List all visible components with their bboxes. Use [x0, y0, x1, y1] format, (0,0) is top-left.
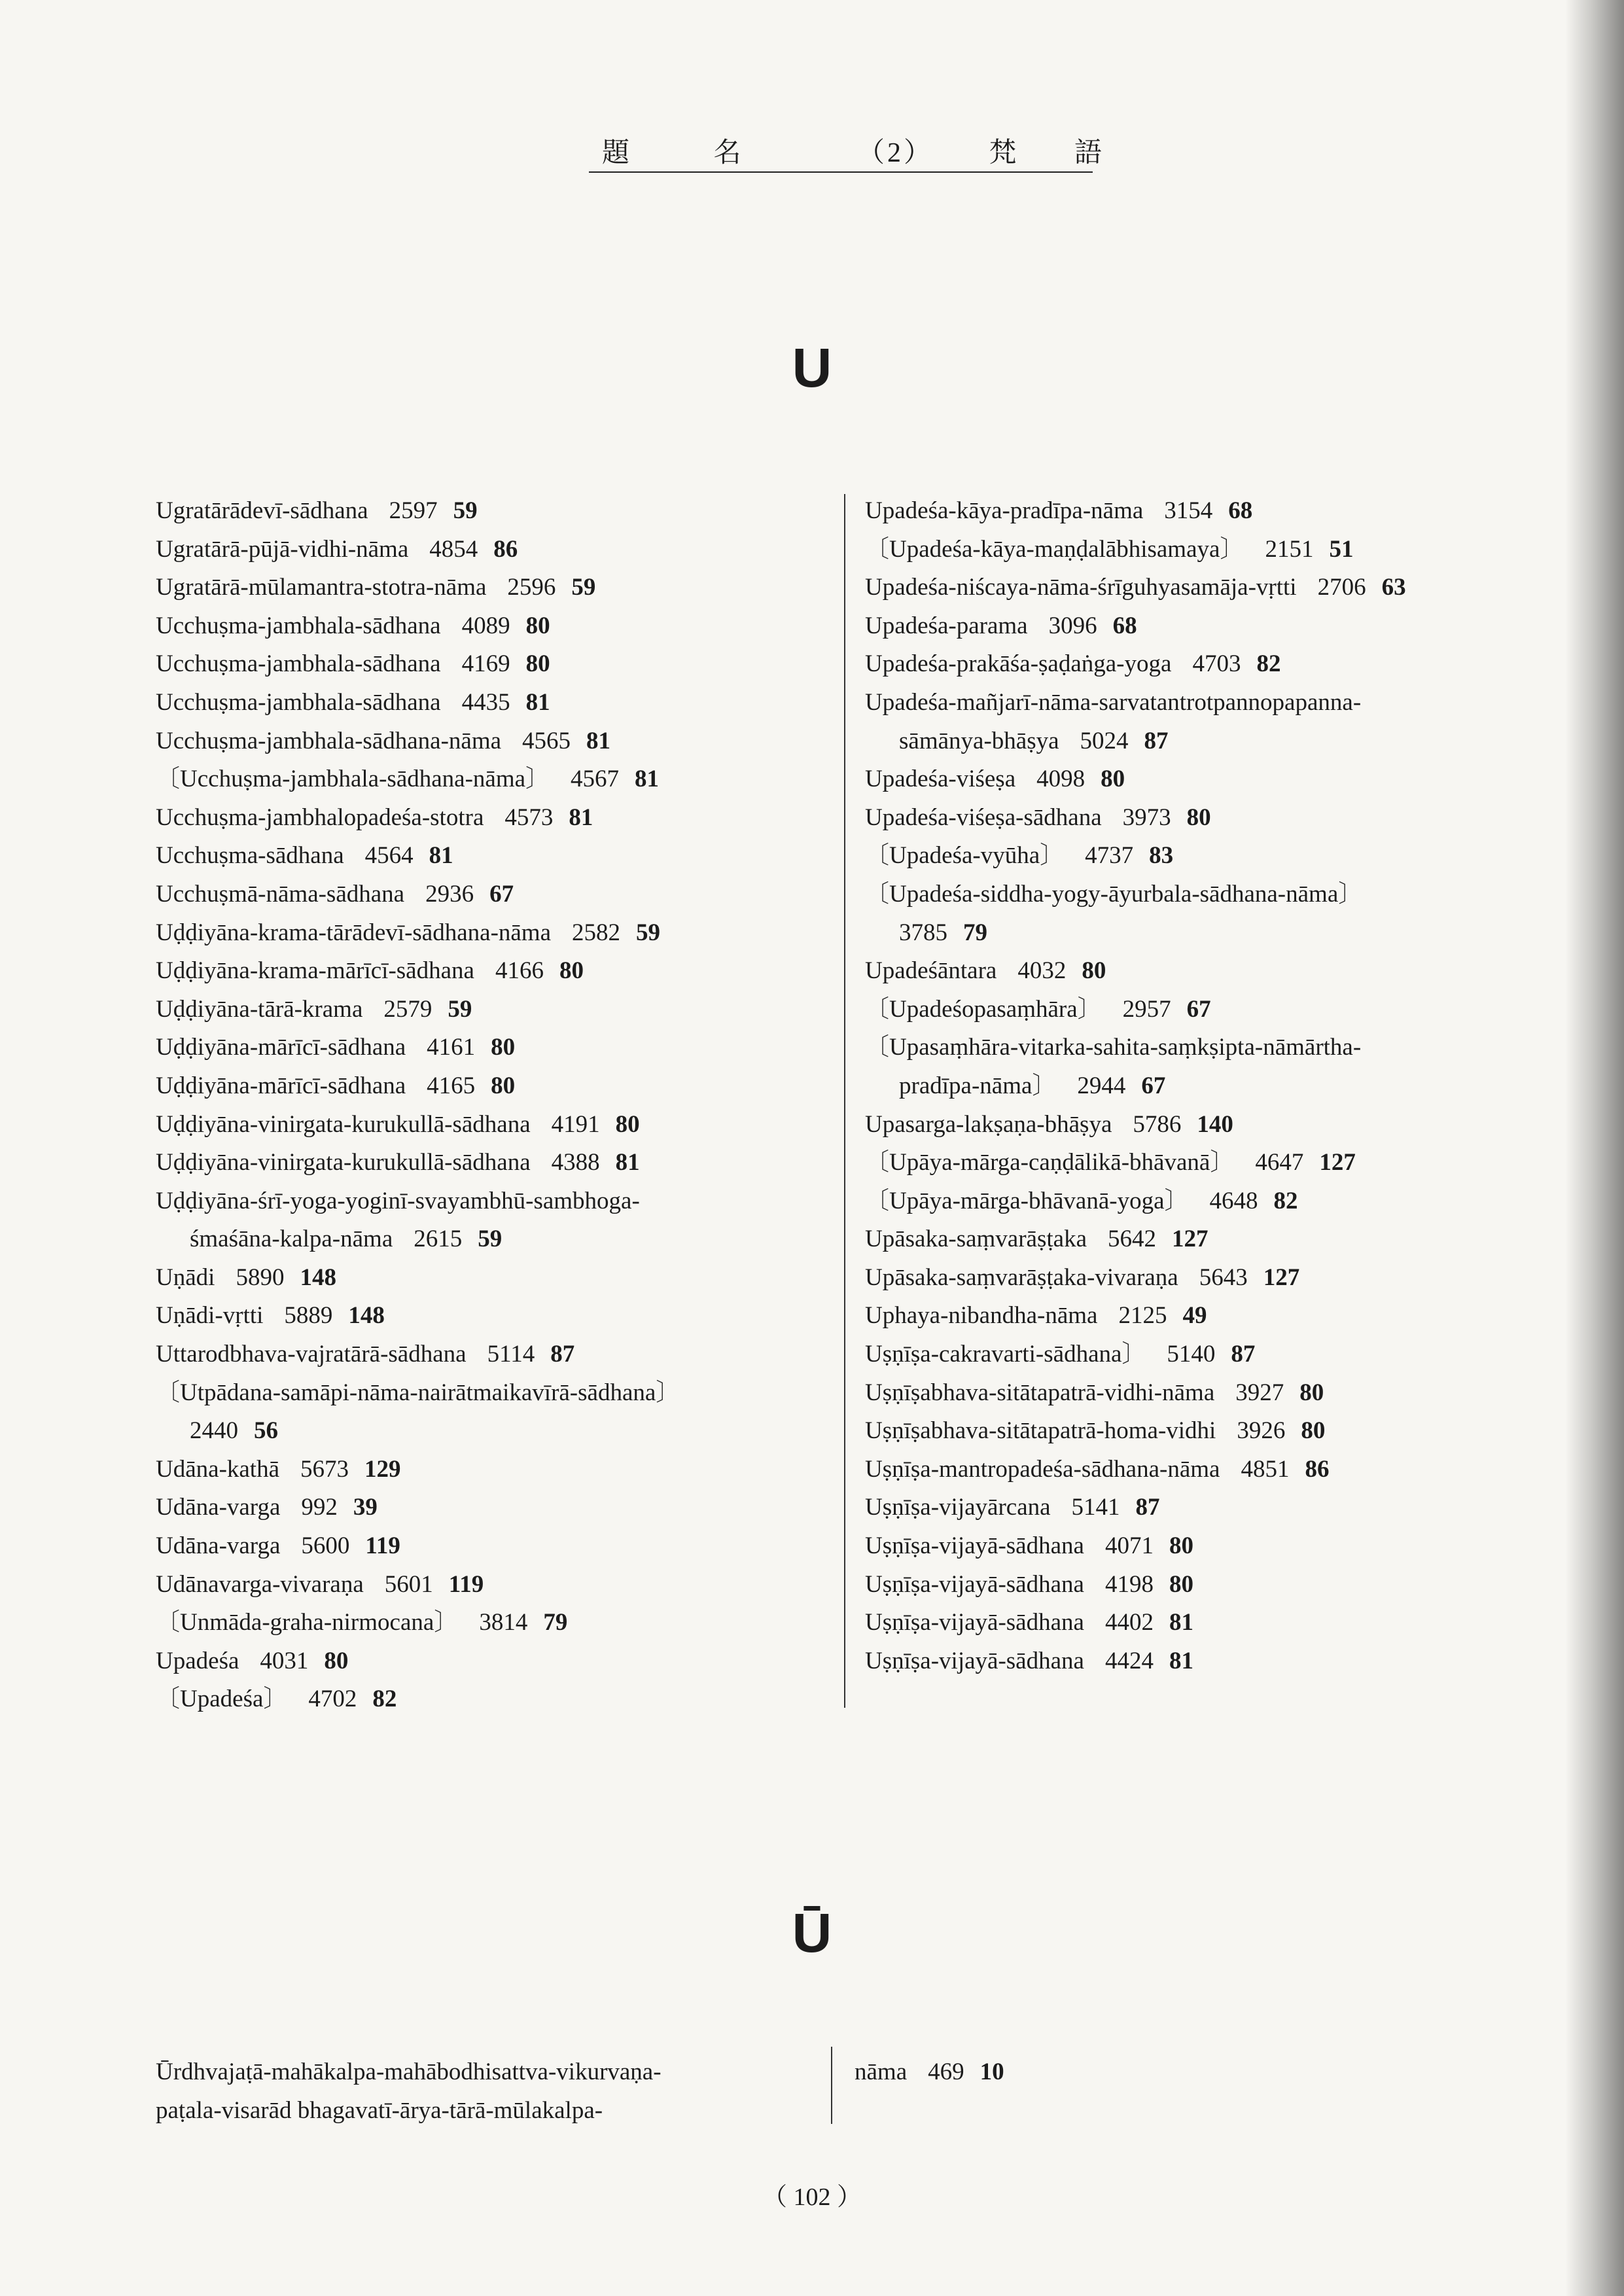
entry-number: 3096	[1048, 612, 1097, 639]
entry-title: Upadeśa-mañjarī-nāma-sarvatantrotpannopapanna-	[865, 688, 1362, 716]
entry-number: 4166	[495, 957, 544, 985]
entry-title: Uḍḍiyāna-mārīcī-sādhana	[156, 1034, 406, 1061]
entry-page: 80	[1169, 1570, 1193, 1598]
entry-page: 68	[1228, 497, 1253, 524]
index-entry	[156, 1259, 680, 1298]
index-entry	[865, 1489, 1406, 1527]
entry-page: 59	[453, 497, 478, 524]
entry-number: 4647	[1255, 1149, 1304, 1176]
entry-number: 2582	[572, 919, 621, 946]
entry-number: 4032	[1017, 957, 1067, 985]
index-entry	[156, 1067, 680, 1106]
entry-title: Uṣṇīṣabhava-sitātapatrā-homa-vidhi	[865, 1417, 1216, 1445]
entry-title: Upadeśa	[156, 1647, 239, 1674]
entry-page: 80	[324, 1647, 349, 1674]
entry-title: 〔Upāya-mārga-bhāvanā-yoga〕	[865, 1187, 1189, 1214]
entry-page: 87	[550, 1341, 575, 1368]
entry-number: 4402	[1104, 1609, 1154, 1636]
entry-title: Uḍḍiyāna-vinirgata-kurukullā-sādhana	[156, 1149, 531, 1176]
entry-page: 51	[1329, 535, 1354, 563]
index-entry	[865, 1220, 1406, 1259]
entry-number: 4854	[429, 535, 478, 563]
entry-page: 81	[1169, 1647, 1193, 1674]
entry-page: 80	[491, 1034, 516, 1061]
entry-number: 3154	[1164, 497, 1213, 524]
index-entry	[865, 1335, 1406, 1374]
index-entry	[156, 1144, 680, 1182]
entry-page: 86	[1305, 1455, 1330, 1483]
entry-page: 119	[448, 1570, 484, 1598]
entry-title: Upadeśa-viśeṣa-sādhana	[865, 804, 1102, 831]
entry-title: Ucchuṣma-jambhala-sādhana	[156, 612, 441, 639]
index-entry	[855, 2053, 1004, 2092]
index-entry	[156, 952, 680, 991]
entry-title: Uṇādi	[156, 1263, 215, 1291]
index-entry-line: Ūrdhvajaṭā-mahākalpa-mahābodhisattva-vikurvaṇa-	[156, 2058, 662, 2085]
entry-page: 81	[569, 804, 593, 831]
entry-number: 4098	[1036, 766, 1086, 793]
entry-page: 67	[1141, 1072, 1166, 1099]
entry-title: Udāna-varga	[156, 1494, 281, 1521]
entry-number: 4071	[1104, 1532, 1154, 1560]
entry-number: 4567	[571, 766, 620, 793]
index-column-left	[156, 492, 680, 1719]
entry-number: 2597	[389, 497, 438, 524]
entry-number: 5673	[300, 1455, 349, 1483]
entry-title: 〔Utpādana-samāpi-nāma-nairātmaikavīrā-sādhana〕	[156, 1379, 680, 1406]
entry-page: 67	[1186, 995, 1211, 1023]
entry-number: 2957	[1122, 995, 1171, 1023]
index-entry	[865, 1566, 1406, 1604]
entry-title: Ucchuṣma-jambhalopadeśa-stotra	[156, 804, 484, 831]
entry-number: 4198	[1104, 1570, 1154, 1598]
entry-title: Upadeśa-prakāśa-ṣaḍaṅga-yoga	[865, 650, 1172, 678]
entry-page: 87	[1144, 727, 1169, 754]
entry-number: 2151	[1265, 535, 1314, 563]
index-entry	[156, 607, 680, 646]
entry-number: 5600	[301, 1532, 350, 1560]
entry-title: Upadeśa-kāya-pradīpa-nāma	[865, 497, 1144, 524]
entry-number: 4191	[551, 1110, 600, 1138]
entry-number: 4648	[1209, 1187, 1258, 1214]
entry-number: 2936	[425, 880, 474, 908]
entry-title: Uṣṇīṣa-vijayā-sādhana	[865, 1647, 1084, 1674]
entry-title: Ucchuṣma-jambhala-sādhana	[156, 650, 441, 678]
entry-title: 〔Upadeśopasaṃhāra〕	[865, 995, 1102, 1023]
index-entry	[156, 1489, 680, 1527]
entry-title: Uḍḍiyāna-śrī-yoga-yoginī-svayambhū-sambhoga-	[156, 1187, 640, 1214]
entry-title: Uphaya-nibandha-nāma	[865, 1302, 1098, 1330]
entry-page: 87	[1135, 1494, 1160, 1521]
entry-title: Uṣṇīṣa-cakravarti-sādhana〕	[865, 1341, 1146, 1368]
entry-number: 5786	[1133, 1110, 1182, 1138]
entry-page: 80	[1082, 957, 1106, 985]
index-entry	[156, 1374, 680, 1413]
entry-page: 81	[1169, 1609, 1193, 1636]
entry-page: 148	[348, 1302, 385, 1330]
index-entry	[865, 837, 1406, 875]
entry-number: 2615	[414, 1226, 463, 1253]
index-entry	[865, 1412, 1406, 1451]
entry-page: 80	[615, 1110, 640, 1138]
index-entry	[156, 1604, 680, 1642]
column-divider	[844, 494, 845, 1708]
section-letter-u: U	[792, 337, 832, 398]
entry-page: 79	[543, 1609, 568, 1636]
index-entry	[865, 760, 1406, 799]
index-entry	[156, 1566, 680, 1604]
index-entry	[156, 1451, 680, 1489]
entry-number: 5642	[1108, 1226, 1156, 1253]
index-entry	[865, 1144, 1406, 1182]
entry-page: 119	[365, 1532, 400, 1560]
index-entry-line: paṭala-visarād bhagavatī-ārya-tārā-mūlakalpa-	[156, 2096, 603, 2124]
entry-title: Udāna-kathā	[156, 1455, 280, 1483]
header-title: 題 名	[602, 138, 744, 168]
entry-number: 992	[301, 1494, 338, 1521]
entry-title: 〔Upadeśa-kāya-maṇḍalābhisamaya〕	[865, 535, 1244, 563]
entry-title: Uṣṇīṣa-mantropadeśa-sādhana-nāma	[865, 1455, 1220, 1483]
entry-title: 〔Upadeśa-vyūha〕	[865, 842, 1065, 870]
index-entry	[156, 1220, 680, 1259]
entry-title: Udānavarga-vivaraṇa	[156, 1570, 364, 1598]
entry-page: 79	[963, 919, 987, 946]
entry-page: 59	[571, 574, 596, 601]
entry-page: 81	[635, 766, 660, 793]
index-entry	[865, 1106, 1406, 1144]
index-entry	[156, 875, 680, 914]
entry-number: 3814	[479, 1609, 528, 1636]
entry-page: 127	[1172, 1226, 1209, 1253]
index-entry	[156, 645, 680, 684]
entry-title: nāma	[855, 2058, 908, 2085]
entry-number: 4737	[1085, 842, 1134, 870]
entry-number: 4169	[461, 650, 510, 678]
entry-page: 83	[1149, 842, 1174, 870]
entry-title: Uḍḍiyāna-krama-mārīcī-sādhana	[156, 957, 474, 985]
entry-title: Upāsaka-saṃvarāṣṭaka	[865, 1226, 1087, 1253]
index-entry	[865, 684, 1406, 722]
index-column-left-u-macron	[156, 2053, 662, 2130]
index-entry	[865, 1259, 1406, 1298]
entry-page: 82	[1273, 1187, 1298, 1214]
entry-page: 67	[489, 880, 514, 908]
entry-title: Uḍḍiyāna-krama-tārādevī-sādhana-nāma	[156, 919, 552, 946]
index-entry	[865, 531, 1406, 569]
index-entry	[156, 722, 680, 761]
entry-title: Upadeśa-niścaya-nāma-śrīguhyasamāja-vṛtti	[865, 574, 1297, 601]
entry-page: 80	[491, 1072, 516, 1099]
index-entry	[865, 1067, 1406, 1106]
index-column-right	[865, 492, 1406, 1680]
entry-page: 80	[1101, 766, 1125, 793]
entry-title: Upadeśāntara	[865, 957, 997, 985]
entry-number: 4702	[308, 1686, 357, 1713]
entry-number: 4161	[427, 1034, 476, 1061]
entry-page: 80	[525, 612, 550, 639]
entry-number: 5890	[236, 1263, 285, 1291]
entry-number: 5643	[1199, 1263, 1248, 1291]
entry-page: 82	[372, 1686, 397, 1713]
entry-number: 4435	[461, 688, 510, 716]
index-entry	[865, 1297, 1406, 1335]
index-entry	[865, 1374, 1406, 1413]
entry-number: 5889	[284, 1302, 333, 1330]
page-number: （ 102 ）	[762, 2183, 862, 2211]
entry-title: Ugratārā-mūlamantra-stotra-nāma	[156, 574, 487, 601]
entry-title: Uṣṇīṣa-vijayārcana	[865, 1494, 1051, 1521]
entry-title: 〔Upadeśa〕	[156, 1686, 288, 1713]
index-column-right-u-macron	[855, 2053, 1004, 2092]
entry-title: Upasarga-lakṣaṇa-bhāṣya	[865, 1110, 1112, 1138]
entry-number: 469	[928, 2058, 964, 2085]
entry-number: 5141	[1071, 1494, 1120, 1521]
index-entry	[865, 722, 1406, 761]
index-entry	[156, 991, 680, 1029]
entry-number: 3926	[1237, 1417, 1286, 1445]
entry-page: 10	[980, 2058, 1004, 2085]
entry-number: 5140	[1167, 1341, 1216, 1368]
entry-title: Ucchuṣma-jambhala-sādhana-nāma	[156, 727, 502, 754]
index-entry	[156, 1182, 680, 1221]
entry-number: 4851	[1241, 1455, 1290, 1483]
index-entry	[865, 569, 1406, 607]
entry-title: Ugratārā-pūjā-vidhi-nāma	[156, 535, 409, 563]
entry-number: 4573	[504, 804, 554, 831]
entry-title: Upāsaka-saṃvarāṣṭaka-vivaraṇa	[865, 1263, 1178, 1291]
index-entry	[156, 569, 680, 607]
entry-page: 39	[353, 1494, 378, 1521]
index-entry	[865, 492, 1406, 531]
entry-page: 80	[1299, 1379, 1324, 1406]
entry-number: 2706	[1317, 574, 1366, 601]
entry-page: 82	[1256, 650, 1281, 678]
index-entry	[865, 1182, 1406, 1221]
entry-page: 80	[559, 957, 584, 985]
entry-title: Uḍḍiyāna-vinirgata-kurukullā-sādhana	[156, 1110, 531, 1138]
entry-title: 〔Upasaṃhāra-vitarka-sahita-saṃkṣipta-nāmārtha-	[865, 1034, 1362, 1061]
index-entry	[156, 684, 680, 722]
entry-number: 2125	[1118, 1302, 1167, 1330]
entry-page: 81	[586, 727, 611, 754]
entry-page: 80	[525, 650, 550, 678]
index-entry	[156, 1527, 680, 1566]
entry-page: 127	[1263, 1263, 1300, 1291]
entry-title: Uḍḍiyāna-tārā-krama	[156, 995, 363, 1023]
entry-title: Uṣṇīṣa-vijayā-sādhana	[865, 1570, 1084, 1598]
entry-number: 3927	[1235, 1379, 1284, 1406]
entry-page: 56	[254, 1417, 278, 1445]
index-entry	[156, 760, 680, 799]
entry-title: Ucchuṣma-jambhala-sādhana	[156, 688, 441, 716]
entry-page: 127	[1319, 1149, 1356, 1176]
index-entry	[156, 837, 680, 875]
entry-page: 81	[615, 1149, 640, 1176]
entry-title: Uḍḍiyāna-mārīcī-sādhana	[156, 1072, 406, 1099]
entry-number: 3785	[899, 919, 947, 946]
entry-page: 80	[1186, 804, 1211, 831]
index-entry	[865, 1642, 1406, 1681]
entry-page: 80	[1301, 1417, 1326, 1445]
entry-title: Ucchuṣmā-nāma-sādhana	[156, 880, 405, 908]
entry-page: 140	[1197, 1110, 1233, 1138]
entry-number: 4565	[522, 727, 571, 754]
entry-number: 3973	[1122, 804, 1171, 831]
entry-title: 〔Unmāda-graha-nirmocana〕	[156, 1609, 459, 1636]
entry-page: 80	[1169, 1532, 1193, 1560]
index-entry	[156, 1335, 680, 1374]
entry-title: Uṣṇīṣa-vijayā-sādhana	[865, 1532, 1084, 1560]
entry-title: 〔Upāya-mārga-caṇḍālikā-bhāvanā〕	[865, 1149, 1235, 1176]
header-subtitle: （2） 梵 語	[857, 138, 1105, 168]
entry-page: 59	[636, 919, 661, 946]
index-entry	[865, 645, 1406, 684]
entry-title: 〔Ucchuṣma-jambhala-sādhana-nāma〕	[156, 766, 550, 793]
entry-number: 2944	[1077, 1072, 1126, 1099]
index-entry	[865, 607, 1406, 646]
entry-number: 4564	[364, 842, 414, 870]
index-entry	[156, 1029, 680, 1067]
entry-title: Ugratārādevī-sādhana	[156, 497, 368, 524]
entry-page: 59	[478, 1226, 503, 1253]
index-entry	[865, 952, 1406, 991]
index-entry	[865, 875, 1406, 914]
index-entry	[156, 1106, 680, 1144]
index-entry	[156, 914, 680, 953]
entry-title: 〔Upadeśa-siddha-yogy-āyurbala-sādhana-nāma〕	[865, 880, 1363, 908]
entry-page: 49	[1182, 1302, 1207, 1330]
entry-page: 81	[429, 842, 453, 870]
entry-title: Uṣṇīṣabhava-sitātapatrā-vidhi-nāma	[865, 1379, 1215, 1406]
index-entry	[865, 799, 1406, 838]
entry-number: 2579	[383, 995, 432, 1023]
entry-number: 5114	[487, 1341, 535, 1368]
entry-number: 4703	[1192, 650, 1241, 678]
index-entry	[156, 1412, 680, 1451]
entry-page: 68	[1112, 612, 1137, 639]
index-entry	[865, 1029, 1406, 1067]
column-divider	[831, 2047, 832, 2124]
entry-page: 63	[1381, 574, 1406, 601]
entry-title: pradīpa-nāma〕	[899, 1072, 1057, 1099]
index-entry	[865, 991, 1406, 1029]
entry-page: 129	[364, 1455, 401, 1483]
entry-number: 2440	[190, 1417, 238, 1445]
entry-page: 87	[1231, 1341, 1256, 1368]
entry-number: 4388	[551, 1149, 600, 1176]
entry-number: 5024	[1080, 727, 1129, 754]
entry-title: Upadeśa-parama	[865, 612, 1028, 639]
section-letter-u-macron: Ū	[792, 1902, 832, 1964]
entry-page: 59	[448, 995, 472, 1023]
index-entry	[156, 799, 680, 838]
entry-number: 4031	[260, 1647, 309, 1674]
entry-title: Ucchuṣma-sādhana	[156, 842, 344, 870]
entry-number: 4424	[1104, 1647, 1154, 1674]
entry-page: 86	[493, 535, 518, 563]
index-entry	[865, 1451, 1406, 1489]
index-entry	[156, 1297, 680, 1335]
entry-title: sāmānya-bhāṣya	[899, 727, 1059, 754]
entry-number: 4089	[461, 612, 510, 639]
index-entry	[156, 531, 680, 569]
index-entry	[865, 914, 1406, 953]
index-entry	[865, 1604, 1406, 1642]
entry-title: Udāna-varga	[156, 1532, 281, 1560]
entry-title: Uttarodbhava-vajratārā-sādhana	[156, 1341, 467, 1368]
entry-number: 5601	[384, 1570, 433, 1598]
entry-title: śmaśāna-kalpa-nāma	[190, 1226, 393, 1253]
index-entry	[156, 1642, 680, 1681]
page-header	[589, 131, 1105, 173]
entry-number: 2596	[507, 574, 556, 601]
index-entry	[865, 1527, 1406, 1566]
entry-page: 148	[300, 1263, 336, 1291]
entry-title: Uṇādi-vṛtti	[156, 1302, 264, 1330]
entry-title: Upadeśa-viśeṣa	[865, 766, 1016, 793]
entry-page: 81	[525, 688, 550, 716]
entry-number: 4165	[427, 1072, 476, 1099]
index-entry	[156, 492, 680, 531]
entry-title: Uṣṇīṣa-vijayā-sādhana	[865, 1609, 1084, 1636]
index-entry	[156, 1680, 680, 1719]
